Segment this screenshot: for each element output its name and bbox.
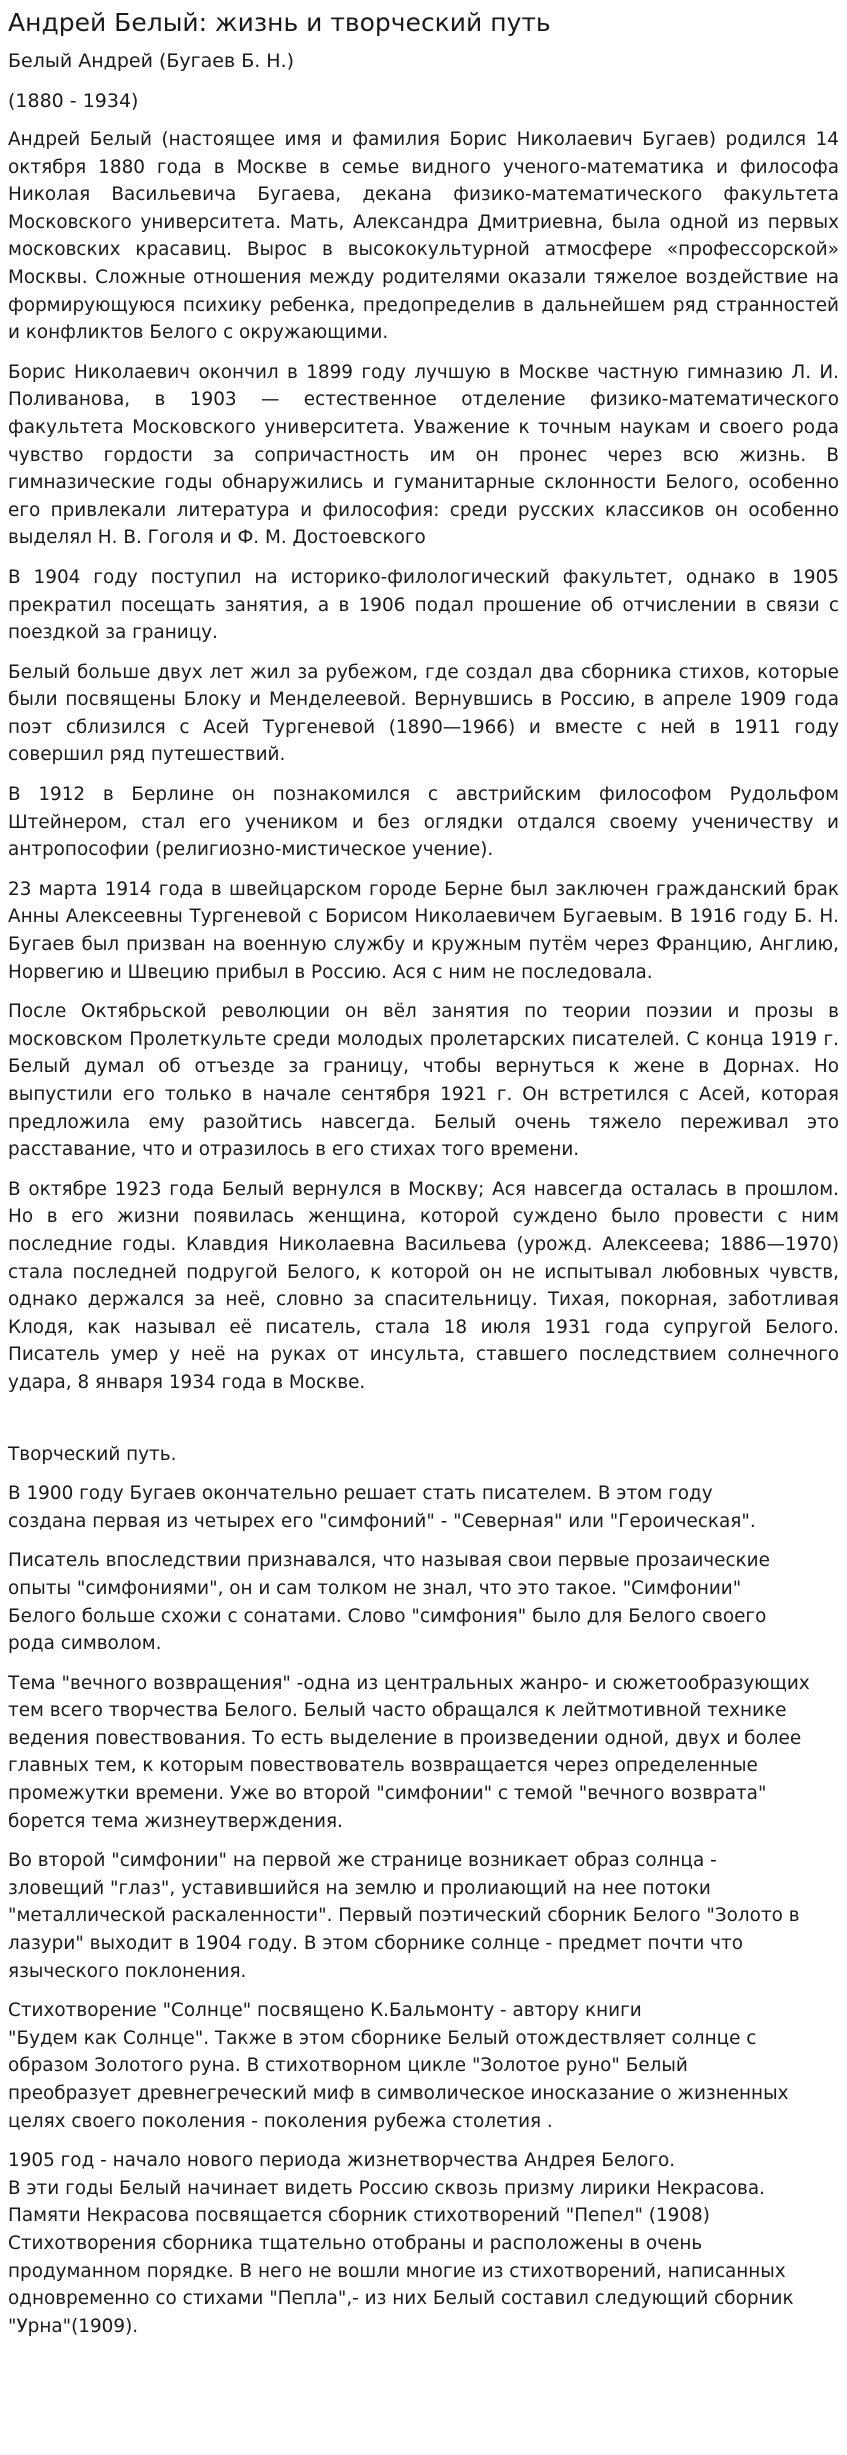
paragraph: После Октябрьской революции он вёл занятия по теории поэзии и прозы в московском Пролеткульте среди молодых пролетарских писателей. С конца 1919 г. Белый думал об отъезде за границу, чтобы вернуться к жене в Дорнах. Но выпустили его только в начале сентября 1921 г. Он встретился с Асей, которая предложила ему разойтись навсегда. Белый очень тяжело переживал это расставание, что и отразилось в его стихах того времени. bbox=[8, 1001, 839, 1161]
page-title: Андрей Белый: жизнь и творческий путь bbox=[8, 8, 551, 37]
paragraph: Борис Николаевич окончил в 1899 году лучшую в Москве частную гимназию Л. И. Поливанова, в 1903 — естественное отделение физико-математического факультета Московского университета. Уважение к точным наукам и своего рода чувство гордости за сопричастность им он пронес через всю жизнь. В гимназические годы обнаружились и гуманитарные склонности Белого, особенно его привлекали литература и философия: среди русских классиков он особенно выделял Н. В. Гоголя и Ф. М. Достоевского bbox=[8, 361, 839, 549]
life-years: (1880 - 1934) bbox=[8, 90, 139, 112]
paragraph: В октябре 1923 года Белый вернулся в Москву; Ася навсегда осталась в прошлом. Но в его жизни появилась женщина, которой суждено было провести с ним последние годы. Клавдия Николаевна Васильева (урожд. Алексеева; 1886—1970) стала последней подругой Белого, к которой он не испытывал любовных чувств, однако держался за неё, словно за спасительницу. Тихая, покорная, заботливая Клодя, как называл её писатель, стала 18 июля 1931 года супругой Белого. Писатель умер у неё на руках от инсульта, ставшего последствием солнечного удара, 8 января 1934 года в Москве. bbox=[8, 1178, 839, 1393]
paragraph: В 1912 в Берлине он познакомился с австрийским философом Рудольфом Штейнером, стал его учеником и без оглядки отдался своему ученичеству и антропософии (религиозно-мистическое учение). bbox=[8, 784, 839, 861]
paragraph: 23 марта 1914 года в швейцарском городе Берне был заключен гражданский брак Анны Алексеевны Тургеневой с Борисом Николаевичем Бугаевым. В 1916 году Б. Н. Бугаев был призван на военную службу и кружным путём через Францию, Англию, Норвегию и Швецию прибыл в Россию. Ася с ним не последовала. bbox=[8, 878, 839, 983]
section-heading: Творческий путь. bbox=[8, 1443, 177, 1465]
biography-section bbox=[8, 126, 839, 1397]
author-line: Белый Андрей (Бугаев Б. Н.) bbox=[8, 50, 295, 72]
paragraph: Белый больше двух лет жил за рубежом, где создал два сборника стихов, которые были посвящены Блоку и Менделеевой. Вернувшись в Россию, в апреле 1909 года поэт сблизился с Асей Тургеневой (1890—1966) и вместе с ней в 1911 году совершил ряд путешествий. bbox=[8, 661, 839, 766]
paragraph: 1905 год - начало нового периода жизнетворчества Андрея Белого. В эти годы Белый начинает видеть Россию сквозь призму лирики Некрасова. Памяти Некрасова посвящается сборник стихотворений "Пепел" (1908) Стихотворения сборника тщательно отобраны и расположены в очень продуманном порядке. В него не вошли многие из стихотворений, написанных одновременно со стихами "Пепла",- из них Белый составил следующий сборник "Урна"(1909). bbox=[8, 2150, 794, 2337]
paragraph: Во второй "симфонии" на первой же странице возникает образ солнца - зловещий "глаз", уставившийся на землю и пролиающий на нее потоки "металлической раскаленности". Первый поэтический сборник Белого "Золото в лазури" выходит в 1904 году. В этом сборнике солнце - предмет почти что языческого поклонения. bbox=[8, 1850, 800, 1982]
paragraph: Тема "вечного возвращения" -одна из центральных жанро- и сюжетообразующих тем всего творчества Белого. Белый часто обращался к лейтмотивной технике ведения повествования. То есть выделение в произведении одной, двух и более главных тем, к которым повествователь возвращается через определенные промежутки времени. Уже во второй "симфонии" с темой "вечного возврата" борется тема жизнеутверждения. bbox=[8, 1672, 810, 1832]
creative-path-section bbox=[8, 1480, 839, 2340]
paragraph: В 1904 году поступил на историко-филологический факультет, однако в 1905 прекратил посещать занятия, а в 1906 подал прошение об отчислении в связи с поездкой за границу. bbox=[8, 566, 839, 644]
paragraph: Писатель впоследствии признавался, что называя свои первые прозаические опыты "симфониями", он и сам толком не знал, что это такое. "Симфонии" Белого больше схожи с сонатами. Слово "симфония" было для Белого своего рода символом. bbox=[8, 1550, 770, 1655]
paragraph: Андрей Белый (настоящее имя и фамилия Борис Николаевич Бугаев) родился 14 октября 1880 года в Москве в семье видного ученого-математика и философа Николая Васильевича Бугаева, декана физико-математического факультета Московского университета. Мать, Александра Дмитриевна, была одной из первых московских красавиц. Вырос в высококультурной атмосфере «профессорской» Москвы. Сложные отношения между родителями оказали тяжелое воздействие на формирующуюся психику ребенка, предопределив в дальнейшем ряд странностей и конфликтов Белого с окружающими. bbox=[8, 129, 839, 344]
paragraph: В 1900 году Бугаев окончательно решает стать писателем. В этом году создана первая из четырех его "симфоний" - "Северная" или "Героическая". bbox=[8, 1483, 756, 1532]
paragraph: Стихотворение "Солнце" посвящено К.Бальмонту - автору книги "Будем как Солнце". Также в этом сборнике Белый отождествляет солнце с образом Золотого руна. В стихотворном цикле "Золотое руно" Белый преобразует древнегреческий миф в символическое иносказание о жизненных целях своего поколения - поколения рубежа столетия . bbox=[8, 2000, 789, 2132]
